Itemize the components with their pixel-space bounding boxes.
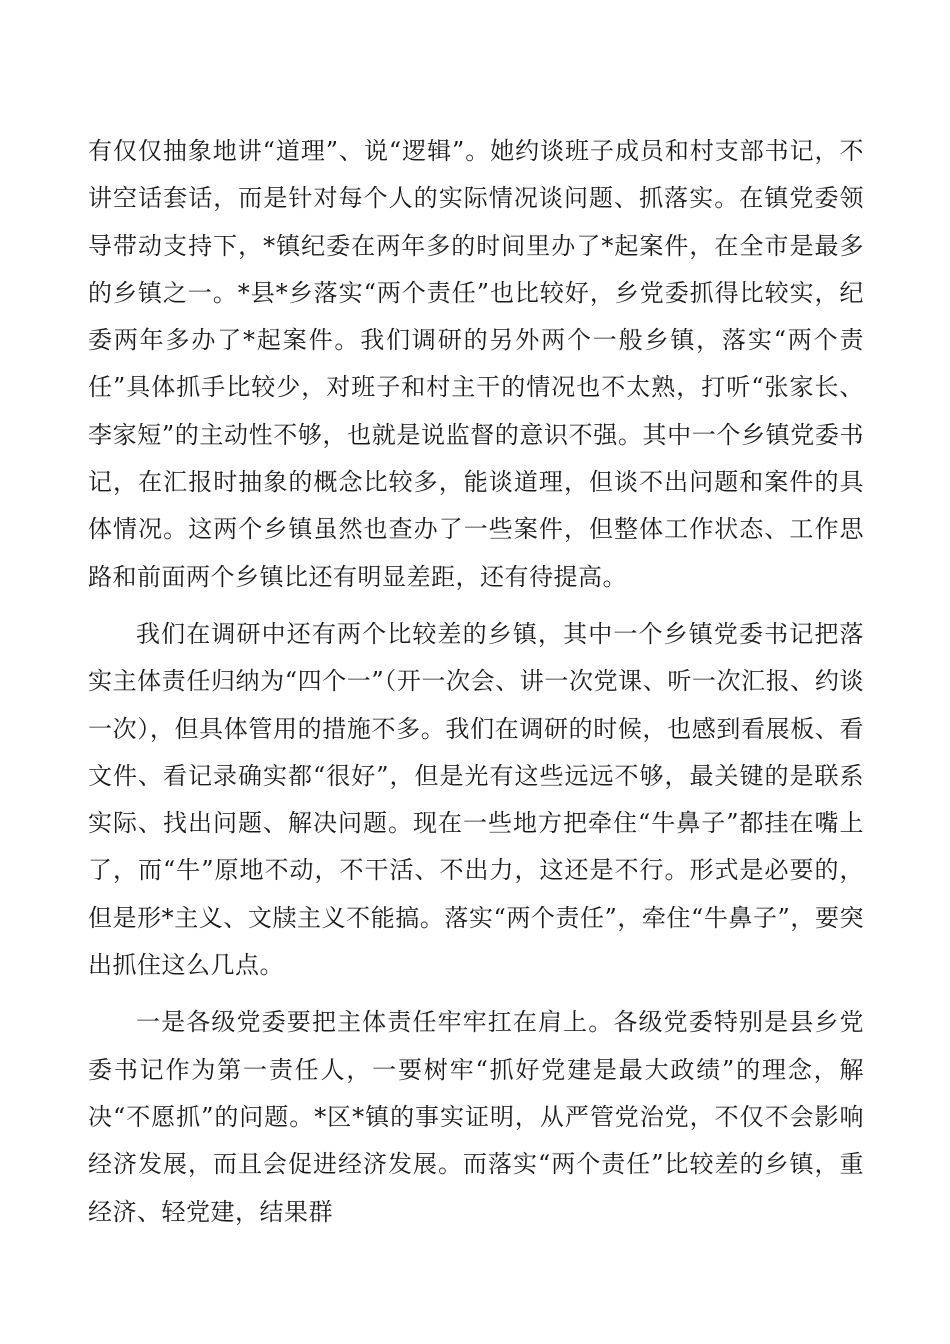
paragraph-2: 我们在调研中还有两个比较差的乡镇，其中一个乡镇党委书记把落实主体责任归纳为“四个一”（开一次会、讲一次党课、听一次汇报、约谈一次），但具体管用的措施不多。我们在调研的时候，也感到看展板、看文件、看记录确实都“很好”，但是光有这些远远不够，最关键的是联系实际、找出问题、解决问题。现在一些地方把牵住“牛鼻子”都挂在嘴上了，而“牛”原地不动，不干活、不出力，这还是不行。形式是必要的，但是形*主义、文牍主义不能搞。落实“两个责任”，牵住“牛鼻子”，要突出抓住这么几点。 bbox=[88, 619, 864, 980]
paragraph-3: 一是各级党委要把主体责任牢牢扛在肩上。各级党委特别是县乡党委书记作为第一责任人，一要树牢“抓好党建是最大政绩”的理念，解决“不愿抓”的问题。*区*镇的事实证明，从严管党治党，不仅不会影响经济发展，而且会促进经济发展。而落实“两个责任”比较差的乡镇，重经济、轻党建，结果群 bbox=[88, 1008, 864, 1226]
document-body bbox=[88, 128, 864, 1246]
paragraph-1: 有仅仅抽象地讲“道理”、说“逻辑”。她约谈班子成员和村支部书记，不讲空话套话，而是针对每个人的实际情况谈问题、抓落实。在镇党委领导带动支持下，*镇纪委在两年多的时间里办了*起案件，在全市是最多的乡镇之一。*县*乡落实“两个责任”也比较好，乡党委抓得比较实，纪委两年多办了*起案件。我们调研的另外两个一般乡镇，落实“两个责任”具体抓手比较少，对班子和村主干的情况也不太熟，打听“张家长、李家短”的主动性不够，也就是说监督的意识不强。其中一个乡镇党委书记，在汇报时抽象的概念比较多，能谈道理，但谈不出问题和案件的具体情况。这两个乡镇虽然也查办了一些案件，但整体工作状态、工作思路和前面两个乡镇比还有明显差距，还有待提高。 bbox=[88, 137, 864, 591]
